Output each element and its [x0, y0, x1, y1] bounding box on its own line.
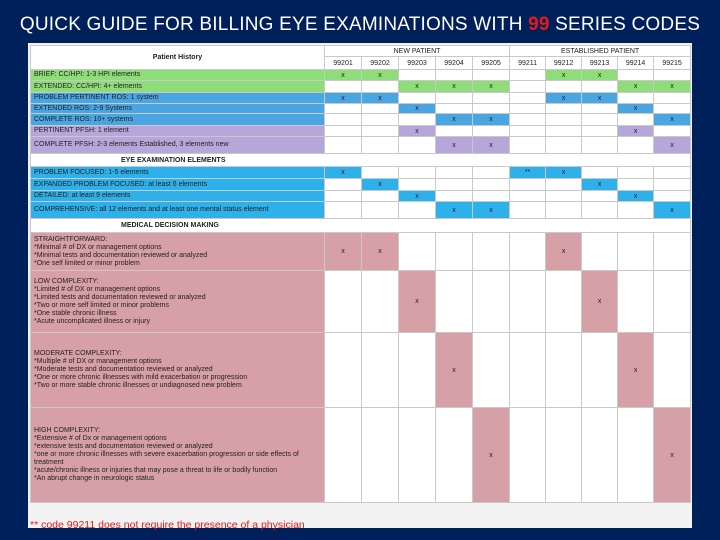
empty-cell: [618, 93, 654, 104]
empty-cell: [618, 114, 654, 126]
row-label-line: *An abrupt change in neurologic status: [34, 475, 155, 482]
page-title: [0, 14, 720, 36]
title-highlight: 99: [528, 14, 550, 35]
empty-cell: [618, 233, 654, 271]
row-label: PROBLEM PERTINENT ROS: 1 system: [31, 93, 325, 104]
empty-cell: [654, 126, 691, 137]
empty-cell: [546, 191, 582, 202]
empty-cell: [399, 93, 436, 104]
empty-cell: [654, 179, 691, 191]
empty-cell: [654, 271, 691, 333]
empty-cell: [618, 70, 654, 81]
table-row: [31, 233, 691, 271]
empty-cell: [618, 179, 654, 191]
empty-cell: [325, 202, 362, 219]
mdm-section-header: MEDICAL DECISION MAKING: [31, 219, 691, 233]
empty-cell: [473, 70, 510, 81]
table-row: [31, 202, 691, 219]
empty-cell: [510, 104, 546, 114]
row-label-line: *Limited # of DX or management options: [34, 285, 161, 293]
empty-cell: [325, 179, 362, 191]
row-label: [31, 271, 325, 333]
empty-cell: [362, 191, 399, 202]
code-mark: x: [325, 167, 362, 179]
empty-cell: [654, 233, 691, 271]
code-mark: x: [399, 191, 436, 202]
table-row: [31, 126, 691, 137]
code-mark: x: [582, 271, 618, 333]
new-patient-header: NEW PATIENT: [325, 46, 510, 57]
code-mark: x: [399, 81, 436, 93]
code-mark: x: [325, 93, 362, 104]
empty-cell: [325, 137, 362, 154]
code-header: 99214: [618, 57, 654, 70]
table-row: [31, 70, 691, 81]
code-mark: x: [362, 70, 399, 81]
row-label-line: *Two or more stable chronic illnesses or undiagnosed new problem: [34, 382, 242, 389]
empty-cell: [473, 271, 510, 333]
code-mark: x: [362, 93, 399, 104]
established-patient-header: ESTABLISHED PATIENT: [510, 46, 691, 57]
empty-cell: [582, 126, 618, 137]
empty-cell: [546, 202, 582, 219]
empty-cell: [654, 333, 691, 408]
row-label-line: *One self limited or minor problem: [34, 259, 140, 267]
empty-cell: [618, 167, 654, 179]
empty-cell: [362, 333, 399, 408]
empty-cell: [436, 93, 473, 104]
empty-cell: [473, 191, 510, 202]
empty-cell: [399, 167, 436, 179]
code-mark: x: [399, 126, 436, 137]
row-label-line: HIGH COMPLEXITY:: [34, 427, 101, 434]
code-mark: x: [325, 70, 362, 81]
empty-cell: [618, 271, 654, 333]
empty-cell: [473, 104, 510, 114]
empty-cell: [546, 137, 582, 154]
empty-cell: [399, 333, 436, 408]
row-label: EXPANDED PROBLEM FOCUSED: at least 6 elements: [31, 179, 325, 191]
row-label-line: *One or more chronic illnesses with mild exacerbation or progression: [34, 374, 248, 381]
code-mark: x: [618, 81, 654, 93]
empty-cell: [546, 408, 582, 503]
row-label-line: *Acute uncomplicated illness or injury: [34, 317, 150, 325]
empty-cell: [510, 202, 546, 219]
code-mark: x: [473, 81, 510, 93]
empty-cell: [362, 137, 399, 154]
empty-cell: [325, 271, 362, 333]
empty-cell: [325, 408, 362, 503]
empty-cell: [473, 126, 510, 137]
exam-section-header: EYE EXAMINATION ELEMENTS: [31, 154, 691, 167]
empty-cell: [546, 271, 582, 333]
table-row: [31, 179, 691, 191]
empty-cell: [362, 408, 399, 503]
empty-cell: [582, 114, 618, 126]
empty-cell: [473, 179, 510, 191]
empty-cell: [473, 167, 510, 179]
empty-cell: [546, 179, 582, 191]
row-label: COMPLETE PFSH: 2-3 elements Established, 3 elements new: [31, 137, 325, 154]
code-mark: x: [362, 179, 399, 191]
empty-cell: [582, 104, 618, 114]
empty-cell: [654, 93, 691, 104]
row-label-line: *Minimal # of DX or management options: [34, 243, 162, 251]
empty-cell: [325, 104, 362, 114]
code-mark: x: [436, 114, 473, 126]
empty-cell: [473, 93, 510, 104]
empty-cell: [399, 70, 436, 81]
empty-cell: [546, 126, 582, 137]
empty-cell: [325, 81, 362, 93]
empty-cell: [510, 126, 546, 137]
empty-cell: [654, 70, 691, 81]
row-label-line: *One stable chronic illness: [34, 309, 117, 317]
empty-cell: [618, 408, 654, 503]
row-label: PERTINENT PFSH: 1 element: [31, 126, 325, 137]
table-row: [31, 191, 691, 202]
row-label: DETAILED: at least 9 elements: [31, 191, 325, 202]
table-row: [31, 114, 691, 126]
row-label: [31, 408, 325, 503]
row-label: [31, 333, 325, 408]
empty-cell: [436, 271, 473, 333]
table-row: [31, 81, 691, 93]
empty-cell: [510, 114, 546, 126]
code-header: 99205: [473, 57, 510, 70]
code-mark: x: [654, 408, 691, 503]
empty-cell: [436, 191, 473, 202]
code-mark: x: [473, 137, 510, 154]
empty-cell: [436, 408, 473, 503]
row-label-line: *Limited tests and documentation reviewed or analyzed: [34, 293, 206, 301]
empty-cell: [582, 202, 618, 219]
code-mark: x: [399, 104, 436, 114]
row-label: EXTENDED: CC/HPI: 4+ elements: [31, 81, 325, 93]
row-label: PROBLEM FOCUSED: 1-5 elements: [31, 167, 325, 179]
empty-cell: [362, 126, 399, 137]
row-label: [31, 233, 325, 271]
empty-cell: [362, 167, 399, 179]
table-row: [31, 333, 691, 408]
row-label-line: *extensive tests and documentation reviewed or analyzed: [34, 443, 213, 450]
code-mark: x: [654, 137, 691, 154]
row-label-line: LOW COMPLEXITY:: [34, 277, 99, 285]
code-header: 99213: [582, 57, 618, 70]
code-mark: x: [473, 202, 510, 219]
empty-cell: [473, 233, 510, 271]
row-label: EXTENDED ROS: 2-9 Systems: [31, 104, 325, 114]
table-row: [31, 93, 691, 104]
code-mark: x: [654, 81, 691, 93]
code-header: 99211: [510, 57, 546, 70]
empty-cell: [325, 333, 362, 408]
code-mark: x: [546, 233, 582, 271]
table-row: [31, 104, 691, 114]
empty-cell: [436, 70, 473, 81]
title-prefix: QUICK GUIDE FOR BILLING EYE EXAMINATIONS WITH: [19, 14, 529, 35]
code-mark: x: [654, 202, 691, 219]
empty-cell: [399, 114, 436, 126]
code-mark: x: [618, 191, 654, 202]
row-label-line: *Extensive # of Dx or management options: [34, 435, 167, 442]
code-header: 99215: [654, 57, 691, 70]
table-row: [31, 271, 691, 333]
empty-cell: [510, 70, 546, 81]
empty-cell: [654, 104, 691, 114]
billing-grid: [30, 45, 691, 503]
empty-cell: [546, 104, 582, 114]
empty-cell: [510, 233, 546, 271]
empty-cell: [582, 233, 618, 271]
empty-cell: [546, 333, 582, 408]
code-mark: x: [473, 408, 510, 503]
empty-cell: [362, 271, 399, 333]
empty-cell: [399, 202, 436, 219]
empty-cell: [510, 137, 546, 154]
row-label: COMPREHENSIVE: all 12 elements and at least one mental status element: [31, 202, 325, 219]
empty-cell: [654, 191, 691, 202]
empty-cell: [436, 104, 473, 114]
row-label-line: *Moderate tests and documentation reviewed or analyzed: [34, 366, 213, 373]
row-label-line: *Multiple # of DX or management options: [34, 358, 162, 365]
empty-cell: [399, 179, 436, 191]
row-label: BRIEF: CC/HPI: 1-3 HPI elements: [31, 70, 325, 81]
code-mark: x: [582, 179, 618, 191]
code-mark: x: [399, 271, 436, 333]
empty-cell: [399, 137, 436, 154]
empty-cell: [362, 202, 399, 219]
code-mark: x: [582, 70, 618, 81]
empty-cell: [618, 137, 654, 154]
table-row: [31, 137, 691, 154]
row-label-line: MODERATE COMPLEXITY:: [34, 350, 122, 357]
empty-cell: [510, 191, 546, 202]
code-mark: x: [473, 114, 510, 126]
code-header: 99201: [325, 57, 362, 70]
empty-cell: [436, 167, 473, 179]
empty-cell: [510, 179, 546, 191]
code-mark: x: [582, 93, 618, 104]
empty-cell: [582, 408, 618, 503]
row-label: COMPLETE ROS: 10+ systems: [31, 114, 325, 126]
empty-cell: [399, 233, 436, 271]
title-suffix: SERIES CODES: [549, 14, 701, 35]
code-header: 99203: [399, 57, 436, 70]
code-mark: x: [436, 137, 473, 154]
empty-cell: [510, 271, 546, 333]
empty-cell: [362, 81, 399, 93]
empty-cell: [618, 202, 654, 219]
empty-cell: [436, 233, 473, 271]
code-mark: x: [546, 93, 582, 104]
empty-cell: [582, 191, 618, 202]
empty-cell: [510, 408, 546, 503]
code-mark: x: [325, 233, 362, 271]
table-row: [31, 167, 691, 179]
code-mark: x: [618, 126, 654, 137]
empty-cell: [473, 333, 510, 408]
code-mark: x: [436, 333, 473, 408]
code-mark: x: [618, 333, 654, 408]
code-header: 99202: [362, 57, 399, 70]
empty-cell: [582, 333, 618, 408]
empty-cell: [582, 137, 618, 154]
empty-cell: [546, 81, 582, 93]
code-header: 99212: [546, 57, 582, 70]
empty-cell: [362, 114, 399, 126]
footnote: ** code 99211 does not require the presence of a physician: [30, 519, 305, 531]
code-header: 99204: [436, 57, 473, 70]
row-label-line: *acute/chronic illness or injuries that may pose a threat to life or bodily function: [34, 467, 278, 474]
empty-cell: [582, 167, 618, 179]
empty-cell: [510, 333, 546, 408]
empty-cell: [325, 114, 362, 126]
empty-cell: [436, 179, 473, 191]
history-section-header: Patient History: [31, 46, 325, 70]
row-label-line: *Minimal tests and documentation reviewed or analyzed: [34, 251, 208, 259]
empty-cell: [436, 126, 473, 137]
code-mark: x: [654, 114, 691, 126]
code-mark: **: [510, 167, 546, 179]
empty-cell: [325, 126, 362, 137]
empty-cell: [654, 167, 691, 179]
empty-cell: [399, 408, 436, 503]
empty-cell: [510, 81, 546, 93]
empty-cell: [510, 93, 546, 104]
code-mark: x: [436, 81, 473, 93]
empty-cell: [362, 104, 399, 114]
code-mark: x: [546, 167, 582, 179]
code-mark: x: [362, 233, 399, 271]
code-mark: x: [436, 202, 473, 219]
empty-cell: [546, 114, 582, 126]
empty-cell: [325, 191, 362, 202]
row-label-line: *one or more chronic illnesses with severe exacerbation progression or side effects of treatment: [34, 451, 299, 466]
code-mark: x: [618, 104, 654, 114]
empty-cell: [582, 81, 618, 93]
row-label-line: STRAIGHTFORWARD:: [34, 235, 108, 243]
code-mark: x: [546, 70, 582, 81]
row-label-line: *Two or more self limited or minor problems: [34, 301, 169, 309]
table-row: [31, 408, 691, 503]
